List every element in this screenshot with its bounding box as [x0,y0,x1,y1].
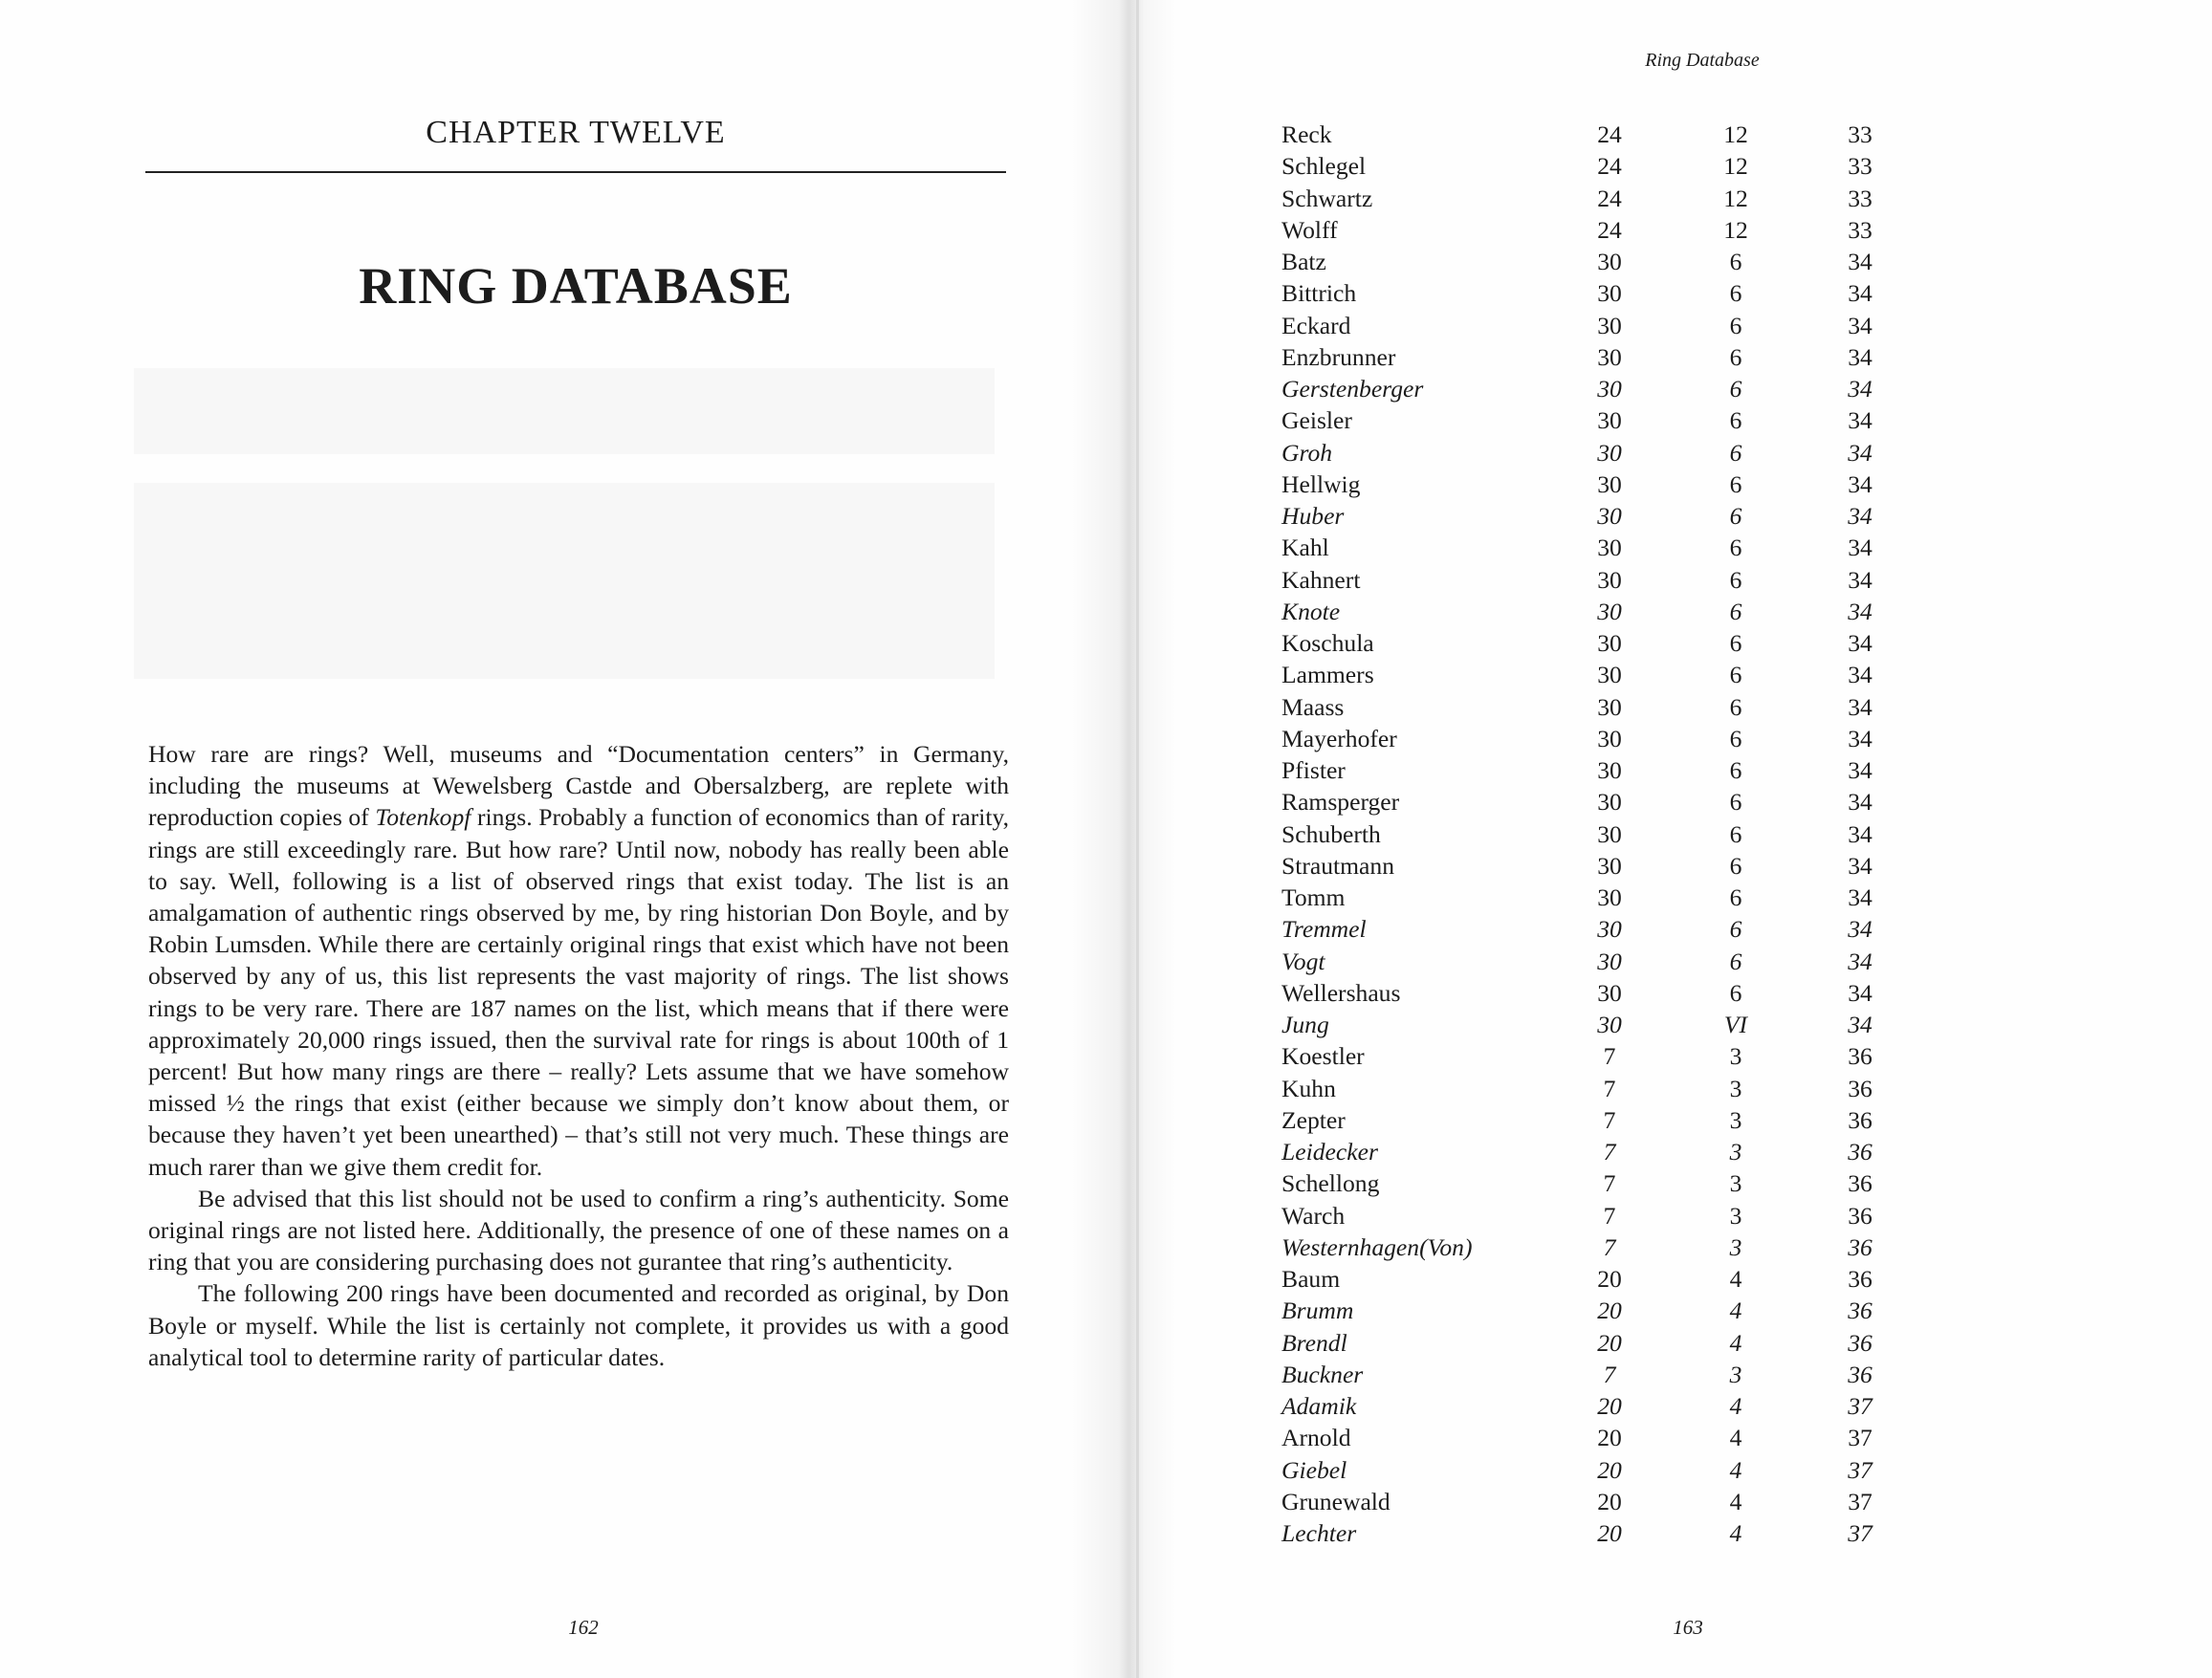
ring-value-cell: 6 [1729,597,1742,625]
ring-value-cell: 7 [1603,1042,1616,1071]
table-row [1262,1009,1932,1040]
ring-name-cell: Warch [1281,1201,1346,1230]
ring-value-cell: 7 [1603,1074,1616,1102]
ring-value-cell: 34 [1848,248,1873,275]
ring-value-cell: 30 [1597,692,1622,721]
ring-name-cell: Giebel [1281,1455,1347,1484]
table-row [1262,1263,1932,1295]
ring-value-cell: 37 [1848,1424,1873,1452]
ring-value-cell: 6 [1729,342,1742,371]
intro-paragraph [148,738,1009,1183]
ring-value-cell: 36 [1848,1360,1873,1388]
ring-value-cell: 6 [1729,915,1742,944]
ring-value-cell: 4 [1729,1328,1742,1357]
ring-name-cell: Grunewald [1281,1487,1391,1515]
ring-value-cell: 24 [1597,152,1622,181]
paragraph-text: rings. Probably a function of economics than of rarity, rings are still exceedingly rare. But how rare? Until now, nobody has really been able to say. Well, following is a list of observed rings that exist today. The list is an amalgamation of authentic rings observed by me, by ring historian Don Boyle, and by Robin Lumsden. While there are certainly original rings that exist which have not been observed by any of us, this list represents the vast majority of rings. The list shows rings to be very rare. There are 187 names on the list, which means that if there were approximately 20,000 rings issued, then the survival rate for rings is about 100th of 1 percent! But how many rings are there – really? Lets assume that we have somehow missed ½ the rings that exist (either because we simply don’t know about them, or because they haven’t yet been unearthed) – that’s still not very much. These things are much rarer than we give them credit for. [148,803,1009,1181]
ring-name-cell: Koestler [1281,1042,1365,1071]
ring-value-cell: 6 [1729,851,1742,880]
ring-value-cell: 34 [1848,851,1873,880]
ring-value-cell: 12 [1723,152,1748,181]
ring-value-cell: 6 [1729,438,1742,467]
ring-value-cell: 37 [1848,1392,1873,1420]
ring-value-cell: 36 [1848,1265,1873,1293]
ring-value-cell: 34 [1848,342,1873,371]
ring-value-cell: 6 [1729,883,1742,911]
table-row [1262,1454,1932,1486]
intro-paragraph: Be advised that this list should not be used to confirm a ring’s authenticity. Some original rings are not listed here. Additionally, the presence of one of these names on a ring that you are considering purchasing does not gurantee that ring’s authenticity. [148,1184,1009,1276]
ring-value-cell: 7 [1603,1360,1616,1388]
ring-value-cell: 34 [1848,438,1873,467]
ring-value-cell: 6 [1729,279,1742,308]
ring-name-cell: Kahl [1281,534,1329,562]
ring-name-cell: Mayerhofer [1281,724,1397,752]
ring-name-cell: Eckard [1281,311,1351,339]
ring-value-cell: 20 [1597,1424,1622,1452]
ring-value-cell: 33 [1848,184,1873,212]
ring-value-cell: 6 [1729,565,1742,594]
ring-value-cell: 36 [1848,1042,1873,1071]
table-row [1262,500,1932,532]
ring-value-cell: 24 [1597,120,1622,148]
ring-name-cell: Schellong [1281,1169,1380,1198]
ring-value-cell: 34 [1848,788,1873,817]
ring-value-cell: 7 [1603,1169,1616,1198]
ring-name-cell: Schwartz [1281,184,1373,212]
ring-value-cell: 30 [1597,661,1622,689]
ring-name-cell: Jung [1281,1011,1329,1038]
ring-name-cell: Baum [1281,1265,1341,1293]
ring-name-cell: Pfister [1281,756,1346,784]
table-row [1262,1073,1932,1104]
ring-name-cell: Koschula [1281,629,1374,657]
table-row [1262,818,1932,850]
ring-name-cell: Ramsperger [1281,788,1400,817]
table-row [1262,1517,1932,1549]
table-row [1262,1486,1932,1517]
table-row [1262,946,1932,977]
ring-value-cell: 7 [1603,1201,1616,1230]
ring-name-cell: Brumm [1281,1297,1354,1325]
table-row [1262,1231,1932,1263]
ring-name-cell: Vogt [1281,947,1325,975]
ring-value-cell: 7 [1603,1105,1616,1134]
ring-value-cell: 4 [1729,1519,1742,1547]
ring-value-cell: 3 [1729,1105,1742,1134]
ring-value-cell: 34 [1848,947,1873,975]
ring-value-cell: 3 [1729,1138,1742,1166]
ring-value-cell: 34 [1848,724,1873,752]
ring-table [1262,119,1932,1549]
paragraph-text: How rare are rings? Well, museums and “Documentation centers” in Germany, including the museums at Wewelsberg Castde and Obersalzberg, are replete with reproduction copies of [148,740,1009,832]
ring-value-cell: 33 [1848,215,1873,244]
ring-name-cell: Bittrich [1281,279,1357,308]
table-row [1262,1040,1932,1072]
ring-value-cell: 4 [1729,1424,1742,1452]
ring-value-cell: 12 [1723,120,1748,148]
table-row [1262,437,1932,469]
table-row [1262,564,1932,596]
ring-name-cell: Arnold [1281,1424,1351,1452]
table-row [1262,596,1932,627]
ring-value-cell: 34 [1848,502,1873,530]
ring-value-cell: 36 [1848,1138,1873,1166]
book-gutter [1071,0,1176,1678]
ring-name-cell: Westernhagen(Von) [1281,1232,1473,1261]
ring-value-cell: 4 [1729,1297,1742,1325]
ring-value-cell: 20 [1597,1519,1622,1547]
ring-name-cell: Strautmann [1281,851,1394,880]
ring-value-cell: 6 [1729,947,1742,975]
ring-value-cell: 6 [1729,978,1742,1007]
ring-value-cell: 34 [1848,661,1873,689]
running-head: Ring Database [1645,50,1760,71]
gutter-line [1136,0,1139,1678]
ring-name-cell: Wolff [1281,215,1338,244]
ring-value-cell: 34 [1848,1011,1873,1038]
ring-value-cell: 6 [1729,661,1742,689]
ring-value-cell: 3 [1729,1201,1742,1230]
chapter-title: RING DATABASE [359,257,793,315]
ring-value-cell: 33 [1848,120,1873,148]
ring-name-cell: Tomm [1281,883,1346,911]
faint-bleedthrough-band [134,483,995,679]
table-row [1262,1327,1932,1359]
ring-value-cell: 36 [1848,1297,1873,1325]
table-row [1262,404,1932,436]
ring-value-cell: 34 [1848,406,1873,435]
table-row [1262,532,1932,563]
faint-bleedthrough-band [134,368,995,454]
ring-value-cell: 6 [1729,406,1742,435]
ring-value-cell: 20 [1597,1297,1622,1325]
ring-value-cell: 33 [1848,152,1873,181]
ring-value-cell: 30 [1597,978,1622,1007]
ring-value-cell: 36 [1848,1074,1873,1102]
ring-value-cell: 30 [1597,342,1622,371]
table-row [1262,1390,1932,1422]
table-row [1262,246,1932,277]
ring-value-cell: 20 [1597,1328,1622,1357]
ring-value-cell: 30 [1597,469,1622,498]
table-row [1262,373,1932,404]
ring-value-cell: VI [1723,1011,1748,1038]
ring-value-cell: 30 [1597,597,1622,625]
ring-value-cell: 6 [1729,629,1742,657]
ring-name-cell: Geisler [1281,406,1352,435]
table-row [1262,850,1932,882]
ring-value-cell: 6 [1729,788,1742,817]
ring-value-cell: 30 [1597,406,1622,435]
ring-name-cell: Batz [1281,248,1326,275]
ring-value-cell: 34 [1848,469,1873,498]
ring-name-cell: Maass [1281,692,1345,721]
ring-value-cell: 6 [1729,692,1742,721]
ring-value-cell: 7 [1603,1138,1616,1166]
ring-value-cell: 30 [1597,756,1622,784]
ring-value-cell: 36 [1848,1169,1873,1198]
table-row [1262,1295,1932,1326]
table-row [1262,1422,1932,1453]
ring-name-cell: Huber [1281,502,1345,530]
ring-name-cell: Brendl [1281,1328,1347,1357]
ring-value-cell: 20 [1597,1487,1622,1515]
table-row [1262,310,1932,341]
table-row [1262,627,1932,659]
ring-value-cell: 4 [1729,1392,1742,1420]
ring-value-cell: 30 [1597,819,1622,848]
ring-value-cell: 30 [1597,502,1622,530]
ring-name-cell: Knote [1281,597,1341,625]
ring-value-cell: 30 [1597,534,1622,562]
chapter-label: CHAPTER TWELVE [426,115,726,150]
ring-value-cell: 4 [1729,1487,1742,1515]
ring-value-cell: 36 [1848,1232,1873,1261]
table-row [1262,214,1932,246]
ring-name-cell: Kuhn [1281,1074,1336,1102]
table-row [1262,469,1932,500]
ring-value-cell: 30 [1597,788,1622,817]
ring-value-cell: 30 [1597,1011,1622,1038]
table-row [1262,691,1932,723]
ring-value-cell: 20 [1597,1265,1622,1293]
ring-value-cell: 34 [1848,629,1873,657]
table-row [1262,1167,1932,1199]
ring-value-cell: 36 [1848,1328,1873,1357]
ring-value-cell: 36 [1848,1201,1873,1230]
ring-value-cell: 4 [1729,1265,1742,1293]
ring-name-cell: Adamik [1281,1392,1357,1420]
ring-name-cell: Kahnert [1281,565,1361,594]
ring-value-cell: 3 [1729,1360,1742,1388]
ring-value-cell: 3 [1729,1169,1742,1198]
ring-value-cell: 30 [1597,915,1622,944]
ring-value-cell: 20 [1597,1392,1622,1420]
ring-name-cell: Groh [1281,438,1333,467]
ring-name-cell: Reck [1281,120,1332,148]
ring-name-cell: Gerstenberger [1281,375,1424,403]
ring-value-cell: 24 [1597,184,1622,212]
ring-value-cell: 30 [1597,248,1622,275]
ring-value-cell: 6 [1729,502,1742,530]
intro-paragraph: The following 200 rings have been documented and recorded as original, by Don Boyle or myself. While the list is certainly not complete, it provides us with a good analytical tool to determine rarity of particular dates. [148,1279,1009,1371]
ring-value-cell: 30 [1597,883,1622,911]
ring-value-cell: 37 [1848,1519,1873,1547]
ring-value-cell: 7 [1603,1232,1616,1261]
page-number: 162 [568,1616,599,1639]
ring-value-cell: 6 [1729,756,1742,784]
ring-value-cell: 12 [1723,215,1748,244]
ring-value-cell: 3 [1729,1042,1742,1071]
table-row [1262,1104,1932,1136]
ring-name-cell: Lammers [1281,661,1374,689]
ring-value-cell: 34 [1848,279,1873,308]
ring-name-cell: Schuberth [1281,819,1381,848]
page-number: 163 [1673,1616,1703,1639]
table-row [1262,882,1932,913]
ring-value-cell: 34 [1848,978,1873,1007]
table-row [1262,150,1932,182]
ring-value-cell: 34 [1848,597,1873,625]
ring-name-cell: Wellershaus [1281,978,1401,1007]
table-row [1262,277,1932,309]
table-row [1262,754,1932,786]
ring-value-cell: 34 [1848,883,1873,911]
ring-value-cell: 30 [1597,629,1622,657]
ring-name-cell: Buckner [1281,1360,1364,1388]
ring-name-cell: Zepter [1281,1105,1346,1134]
table-row [1262,977,1932,1009]
emphasis-text: Totenkopf [375,803,471,832]
ring-value-cell: 30 [1597,311,1622,339]
ring-value-cell: 34 [1848,756,1873,784]
ring-value-cell: 30 [1597,724,1622,752]
ring-value-cell: 3 [1729,1074,1742,1102]
ring-value-cell: 30 [1597,438,1622,467]
ring-value-cell: 30 [1597,851,1622,880]
ring-value-cell: 6 [1729,819,1742,848]
ring-value-cell: 12 [1723,184,1748,212]
table-row [1262,1359,1932,1390]
ring-name-cell: Enzbrunner [1281,342,1396,371]
ring-value-cell: 30 [1597,947,1622,975]
ring-value-cell: 6 [1729,375,1742,403]
ring-value-cell: 34 [1848,565,1873,594]
ring-value-cell: 34 [1848,375,1873,403]
ring-value-cell: 24 [1597,215,1622,244]
ring-name-cell: Schlegel [1281,152,1367,181]
ring-value-cell: 6 [1729,534,1742,562]
ring-value-cell: 34 [1848,819,1873,848]
ring-value-cell: 37 [1848,1487,1873,1515]
ring-value-cell: 37 [1848,1455,1873,1484]
ring-value-cell: 34 [1848,534,1873,562]
ring-value-cell: 30 [1597,279,1622,308]
table-row [1262,913,1932,945]
ring-name-cell: Leidecker [1281,1138,1378,1166]
ring-value-cell: 30 [1597,565,1622,594]
table-row [1262,341,1932,373]
table-row [1262,786,1932,817]
ring-name-cell: Hellwig [1281,469,1361,498]
ring-value-cell: 34 [1848,311,1873,339]
table-row [1262,183,1932,214]
ring-value-cell: 34 [1848,915,1873,944]
table-row [1262,1200,1932,1231]
table-row [1262,659,1932,690]
ring-value-cell: 3 [1729,1232,1742,1261]
table-row [1262,119,1932,150]
ring-value-cell: 4 [1729,1455,1742,1484]
chapter-rule [145,171,1006,173]
ring-value-cell: 6 [1729,724,1742,752]
ring-value-cell: 34 [1848,692,1873,721]
ring-name-cell: Tremmel [1281,915,1367,944]
ring-value-cell: 30 [1597,375,1622,403]
table-row [1262,1136,1932,1167]
ring-value-cell: 20 [1597,1455,1622,1484]
ring-name-cell: Lechter [1281,1519,1357,1547]
ring-value-cell: 6 [1729,248,1742,275]
intro-text [148,738,1009,1373]
ring-value-cell: 6 [1729,311,1742,339]
ring-value-cell: 36 [1848,1105,1873,1134]
ring-value-cell: 6 [1729,469,1742,498]
table-row [1262,723,1932,754]
